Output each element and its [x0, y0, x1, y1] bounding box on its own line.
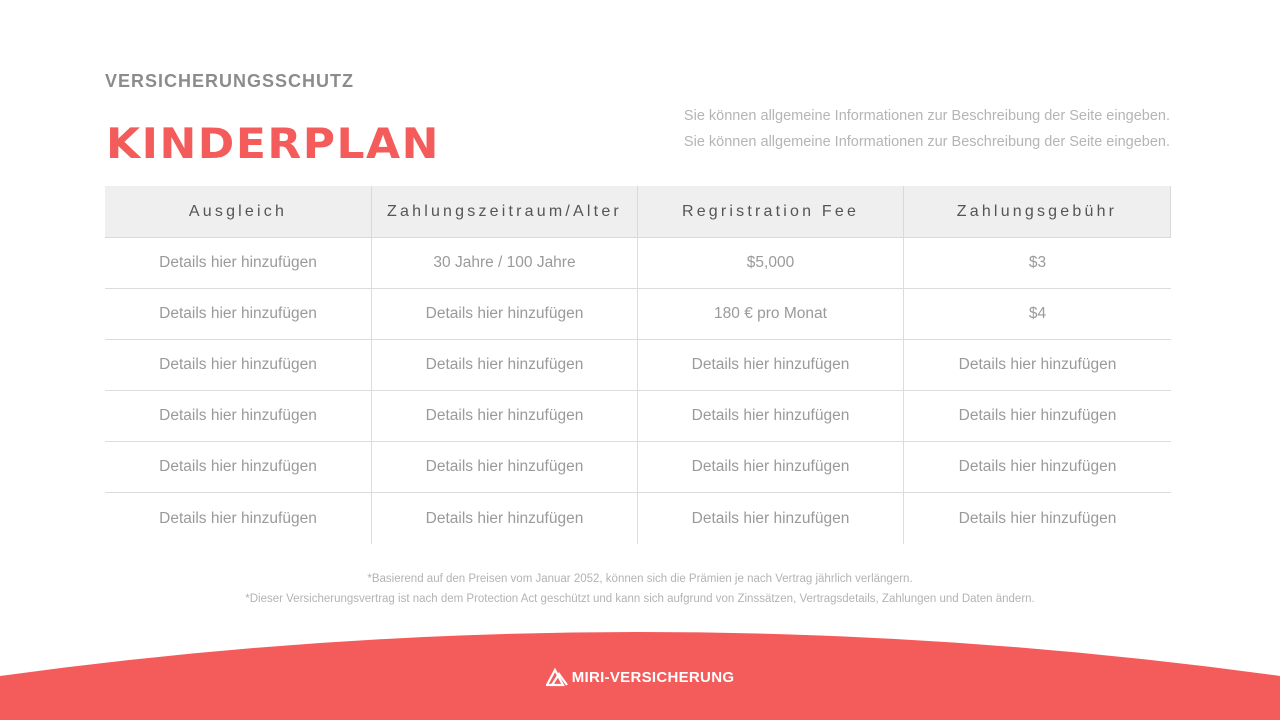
table-cell: Details hier hinzufügen — [105, 289, 372, 340]
table-cell: Details hier hinzufügen — [638, 493, 904, 544]
section-eyebrow: VERSICHERUNGSSCHUTZ — [105, 71, 355, 91]
table-cell: Details hier hinzufügen — [105, 391, 372, 442]
table-cell: Details hier hinzufügen — [105, 442, 372, 493]
table-cell: Details hier hinzufügen — [958, 509, 1117, 527]
table-cell: $4 — [904, 289, 1171, 340]
table-cell: $5,000 — [638, 238, 904, 289]
table-cell: Details hier hinzufügen — [904, 391, 1171, 442]
footnote: *Basierend auf den Preisen vom Januar 2052, können sich die Prämien je nach Vertrag jährlich verlängern. — [367, 573, 913, 585]
column-header-zahlungszeitraum: Zahlungszeitraum/Alter — [372, 186, 638, 238]
table-cell: $3 — [904, 238, 1171, 289]
table-cell: Details hier hinzufügen — [638, 391, 904, 442]
table-cell: Details hier hinzufügen — [904, 340, 1171, 391]
table-cell: Details hier hinzufügen — [372, 340, 638, 391]
table-cell: Details hier hinzufügen — [372, 493, 638, 544]
table-cell: Details hier hinzufügen — [904, 442, 1171, 493]
footer-brand — [0, 667, 1280, 687]
table-cell: Details hier hinzufügen — [372, 391, 638, 442]
footnotes — [0, 569, 1280, 609]
table-cell: Details hier hinzufügen — [105, 238, 372, 289]
table-cell: Details hier hinzufügen — [372, 442, 638, 493]
table-cell: Details hier hinzufügen — [105, 340, 372, 391]
page-description — [684, 103, 1170, 155]
brand-name: MIRI-VERSICHERUNG — [571, 668, 735, 686]
table-cell: Details hier hinzufügen — [638, 442, 904, 493]
table-cell: 30 Jahre / 100 Jahre — [372, 238, 638, 289]
column-header-zahlungsgebuehr: Zahlungsgebühr — [904, 186, 1171, 238]
table-cell: Details hier hinzufügen — [638, 340, 904, 391]
coverage-table — [105, 186, 1171, 544]
column-header-registration-fee: Regristration Fee — [638, 186, 904, 238]
description-line: Sie können allgemeine Informationen zur Beschreibung der Seite eingeben. — [683, 134, 1170, 150]
column-header-ausgleich: Ausgleich — [105, 186, 372, 238]
mountain-logo-icon — [546, 667, 568, 687]
table-cell: Details hier hinzufügen — [105, 493, 372, 544]
table-cell: 180 € pro Monat — [638, 289, 904, 340]
table-cell: Details hier hinzufügen — [372, 289, 638, 340]
page-title: KINDERPLAN — [106, 120, 440, 169]
footnote: *Dieser Versicherungsvertrag ist nach dem Protection Act geschützt und kann sich aufgrund von Zinssätzen, Vertragsdetails, Zahlungen und Daten ändern. — [245, 593, 1035, 605]
description-line: Sie können allgemeine Informationen zur Beschreibung der Seite eingeben. — [683, 108, 1170, 124]
